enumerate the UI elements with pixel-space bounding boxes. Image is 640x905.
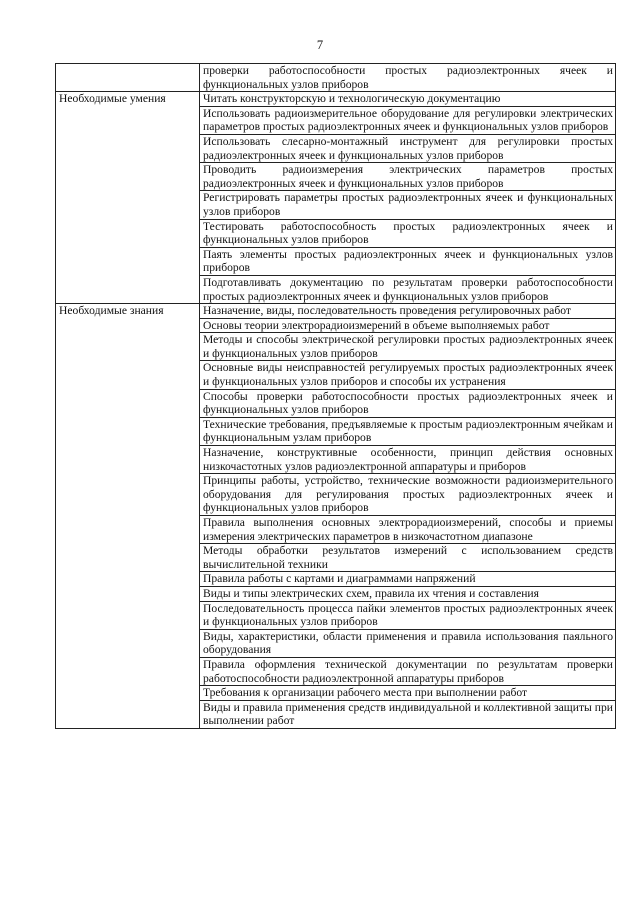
requirement-item-cell: Правила оформления технической документации по результатам проверки работоспособности радиоэлектронной аппаратуры приборов [200,657,616,685]
requirement-item-cell: Паять элементы простых радиоэлектронных ячеек и функциональных узлов приборов [200,247,616,275]
requirement-item-cell: Назначение, виды, последовательность проведения регулировочных работ [200,304,616,319]
continuation-row [56,64,616,92]
requirement-item-cell: Требования к организации рабочего места при выполнении работ [200,686,616,701]
requirement-item-cell: Назначение, конструктивные особенности, принцип действия основных низкочастотных узлов радиоэлектронной аппаратуры и приборов [200,446,616,474]
requirement-item-cell: Читать конструкторскую и технологическую документацию [200,92,616,107]
requirement-item-cell: Виды и правила применения средств индивидуальной и коллективной защиты при выполнении работ [200,700,616,728]
requirement-item-cell: Основные виды неисправностей регулируемых простых радиоэлектронных ячеек и функциональных узлов приборов и способы их устранения [200,361,616,389]
continuation-text-cell: проверки работоспособности простых радиоэлектронных ячеек и функциональных узлов приборов [200,64,616,92]
requirement-item-cell: Проводить радиоизмерения электрических параметров простых радиоэлектронных ячеек и функциональных узлов приборов [200,163,616,191]
requirement-item-cell: Тестировать работоспособность простых радиоэлектронных ячеек и функциональных узлов приборов [200,219,616,247]
requirement-item-cell: Методы и способы электрической регулировки простых радиоэлектронных ячеек и функциональных узлов приборов [200,333,616,361]
requirement-item-cell: Принципы работы, устройство, технические возможности радиоизмерительного оборудования для регулирования простых радиоэлектронных ячеек и функциональных узлов приборов [200,474,616,516]
table-row [56,304,616,319]
requirement-item-cell: Виды и типы электрических схем, правила их чтения и составления [200,586,616,601]
requirement-item-cell: Правила выполнения основных электрорадиоизмерений, способы и приемы измерения электрических параметров в низкочастотном диапазоне [200,516,616,544]
requirements-table [55,63,616,729]
requirement-item-cell: Регистрировать параметры простых радиоэлектронных ячеек и функциональных узлов приборов [200,191,616,219]
requirement-item-cell: Виды, характеристики, области применения и правила использования паяльного оборудования [200,629,616,657]
table-row [56,92,616,107]
requirements-table-body [56,64,616,729]
requirement-item-cell: Подготавливать документацию по результатам проверки работоспособности простых радиоэлектронных ячеек и функциональных узлов приборов [200,275,616,303]
requirement-item-cell: Способы проверки работоспособности простых радиоэлектронных ячеек и функциональных узлов приборов [200,389,616,417]
section-label-cell: Необходимые умения [56,92,200,304]
requirement-item-cell: Использовать слесарно-монтажный инструмент для регулировки простых радиоэлектронных ячеек и функциональных узлов приборов [200,134,616,162]
requirement-item-cell: Технические требования, предъявляемые к простым радиоэлектронным ячейкам и функциональным узлам приборов [200,417,616,445]
requirement-item-cell: Методы обработки результатов измерений с использованием средств вычислительной техники [200,544,616,572]
section-label-cell: Необходимые знания [56,304,200,729]
page-number: 7 [316,38,324,52]
continuation-label-cell [56,64,200,92]
requirement-item-cell: Правила работы с картами и диаграммами напряжений [200,572,616,587]
requirement-item-cell: Последовательность процесса пайки элементов простых радиоэлектронных ячеек и функциональных узлов приборов [200,601,616,629]
requirement-item-cell: Основы теории электрорадиоизмерений в объеме выполняемых работ [200,318,616,333]
requirement-item-cell: Использовать радиоизмерительное оборудование для регулировки электрических параметров простых радиоэлектронных ячеек и функциональных узлов приборов [200,106,616,134]
